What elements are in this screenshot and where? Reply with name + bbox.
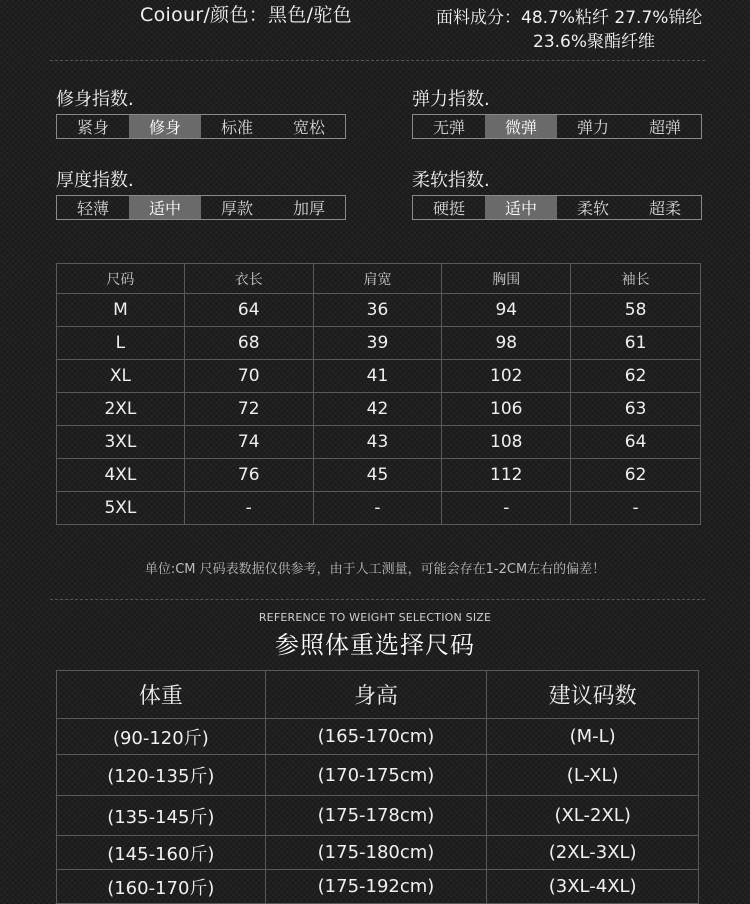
cell-sleeve: 62 bbox=[571, 459, 701, 492]
cell-chest: 98 bbox=[442, 327, 571, 360]
cell-height: (165-170cm) bbox=[265, 719, 487, 755]
cell-shoulder: 43 bbox=[313, 426, 442, 459]
measurement-note: 单位:CM 尺码表数据仅供参考，由于人工测量，可能会存在1-2CM左右的偏差！ bbox=[144, 562, 606, 577]
cell-sleeve: 63 bbox=[571, 393, 701, 426]
fit-index-scale bbox=[56, 114, 346, 139]
cell-height: (170-175cm) bbox=[265, 755, 487, 796]
table-row bbox=[57, 327, 701, 360]
cell-weight: (145-160斤) bbox=[57, 836, 266, 870]
size-table-header bbox=[57, 264, 701, 294]
table-row bbox=[57, 719, 699, 755]
header-height: 身高 bbox=[265, 671, 487, 719]
table-row bbox=[57, 393, 701, 426]
cell-shoulder: 45 bbox=[313, 459, 442, 492]
cell-suggested-size: (L-XL) bbox=[487, 755, 699, 796]
thickness-option-thin: 轻薄 bbox=[76, 199, 109, 218]
cell-height: (175-178cm) bbox=[265, 796, 487, 836]
softness-index-scale bbox=[412, 195, 702, 220]
cell-chest: 102 bbox=[442, 360, 571, 393]
cell-sleeve: 62 bbox=[571, 360, 701, 393]
cell-shoulder: 42 bbox=[313, 393, 442, 426]
cell-suggested-size: (3XL-4XL) bbox=[487, 870, 699, 904]
table-row bbox=[57, 796, 699, 836]
colour-label: Coiour/颜色：黑色/驼色 bbox=[140, 4, 352, 26]
cell-weight: (160-170斤) bbox=[57, 870, 266, 904]
cell-chest: 106 bbox=[442, 393, 571, 426]
fit-option-loose: 宽松 bbox=[292, 118, 325, 137]
cell-chest: 112 bbox=[442, 459, 571, 492]
elasticity-index-title: 弹力指数. bbox=[412, 89, 490, 110]
reference-title: 参照体重选择尺码 bbox=[275, 631, 475, 659]
fit-option-standard: 标准 bbox=[220, 118, 253, 137]
elasticity-option-elastic: 弹力 bbox=[576, 118, 609, 137]
cell-size: M bbox=[57, 294, 185, 327]
thickness-option-extra-thick: 加厚 bbox=[292, 199, 325, 218]
header-weight: 体重 bbox=[57, 671, 266, 719]
cell-length: 76 bbox=[184, 459, 313, 492]
cell-length: 70 bbox=[184, 360, 313, 393]
cell-shoulder: 36 bbox=[313, 294, 442, 327]
header-sleeve: 袖长 bbox=[571, 264, 701, 294]
elasticity-option-slight: 微弹 bbox=[485, 115, 557, 138]
softness-option-medium: 适中 bbox=[485, 196, 557, 219]
thickness-index-title: 厚度指数. bbox=[56, 170, 134, 191]
weight-table-header bbox=[57, 671, 699, 719]
cell-size: XL bbox=[57, 360, 185, 393]
cell-suggested-size: (2XL-3XL) bbox=[487, 836, 699, 870]
softness-option-stiff: 硬挺 bbox=[432, 199, 465, 218]
table-row bbox=[57, 870, 699, 904]
cell-size: 4XL bbox=[57, 459, 185, 492]
softness-option-soft: 柔软 bbox=[576, 199, 609, 218]
cell-shoulder: - bbox=[313, 492, 442, 525]
header-chest: 胸围 bbox=[442, 264, 571, 294]
softness-index-title: 柔软指数. bbox=[412, 170, 490, 191]
cell-chest: 108 bbox=[442, 426, 571, 459]
table-row bbox=[57, 360, 701, 393]
fit-index-title: 修身指数. bbox=[56, 89, 134, 110]
fit-option-slim: 修身 bbox=[129, 115, 201, 138]
cell-weight: (135-145斤) bbox=[57, 796, 266, 836]
table-row bbox=[57, 459, 701, 492]
elasticity-option-none: 无弹 bbox=[432, 118, 465, 137]
cell-height: (175-180cm) bbox=[265, 836, 487, 870]
elasticity-index-scale bbox=[412, 114, 702, 139]
table-row bbox=[57, 755, 699, 796]
cell-length: 72 bbox=[184, 393, 313, 426]
divider bbox=[50, 60, 705, 61]
header-size: 尺码 bbox=[57, 264, 185, 294]
cell-length: - bbox=[184, 492, 313, 525]
reference-subtitle-en: REFERENCE TO WEIGHT SELECTION SIZE bbox=[258, 611, 492, 624]
table-row bbox=[57, 426, 701, 459]
cell-size: 3XL bbox=[57, 426, 185, 459]
cell-sleeve: 58 bbox=[571, 294, 701, 327]
header-shoulder: 肩宽 bbox=[313, 264, 442, 294]
divider bbox=[50, 599, 705, 600]
cell-length: 74 bbox=[184, 426, 313, 459]
cell-size: 5XL bbox=[57, 492, 185, 525]
cell-length: 68 bbox=[184, 327, 313, 360]
table-row bbox=[57, 836, 699, 870]
cell-size: 2XL bbox=[57, 393, 185, 426]
thickness-option-thick: 厚款 bbox=[220, 199, 253, 218]
size-table bbox=[56, 263, 701, 525]
cell-weight: (90-120斤) bbox=[57, 719, 266, 755]
weight-table bbox=[56, 670, 699, 904]
cell-sleeve: 61 bbox=[571, 327, 701, 360]
cell-shoulder: 39 bbox=[313, 327, 442, 360]
header-suggested-size: 建议码数 bbox=[487, 671, 699, 719]
fit-option-tight: 紧身 bbox=[76, 118, 109, 137]
cell-shoulder: 41 bbox=[313, 360, 442, 393]
cell-chest: 94 bbox=[442, 294, 571, 327]
cell-size: L bbox=[57, 327, 185, 360]
cell-suggested-size: (XL-2XL) bbox=[487, 796, 699, 836]
elasticity-option-super: 超弹 bbox=[648, 118, 681, 137]
thickness-option-medium: 适中 bbox=[129, 196, 201, 219]
cell-chest: - bbox=[442, 492, 571, 525]
table-row bbox=[57, 294, 701, 327]
softness-option-super-soft: 超柔 bbox=[648, 199, 681, 218]
cell-weight: (120-135斤) bbox=[57, 755, 266, 796]
thickness-index-scale bbox=[56, 195, 346, 220]
cell-suggested-size: (M-L) bbox=[487, 719, 699, 755]
table-row bbox=[57, 492, 701, 525]
cell-height: (175-192cm) bbox=[265, 870, 487, 904]
header-length: 衣长 bbox=[184, 264, 313, 294]
fabric-composition-line1: 面料成分：48.7%粘纤 27.7%锦纶 bbox=[436, 8, 703, 28]
cell-length: 64 bbox=[184, 294, 313, 327]
fabric-composition-line2: 23.6%聚酯纤维 bbox=[533, 32, 656, 52]
cell-sleeve: - bbox=[571, 492, 701, 525]
cell-sleeve: 64 bbox=[571, 426, 701, 459]
